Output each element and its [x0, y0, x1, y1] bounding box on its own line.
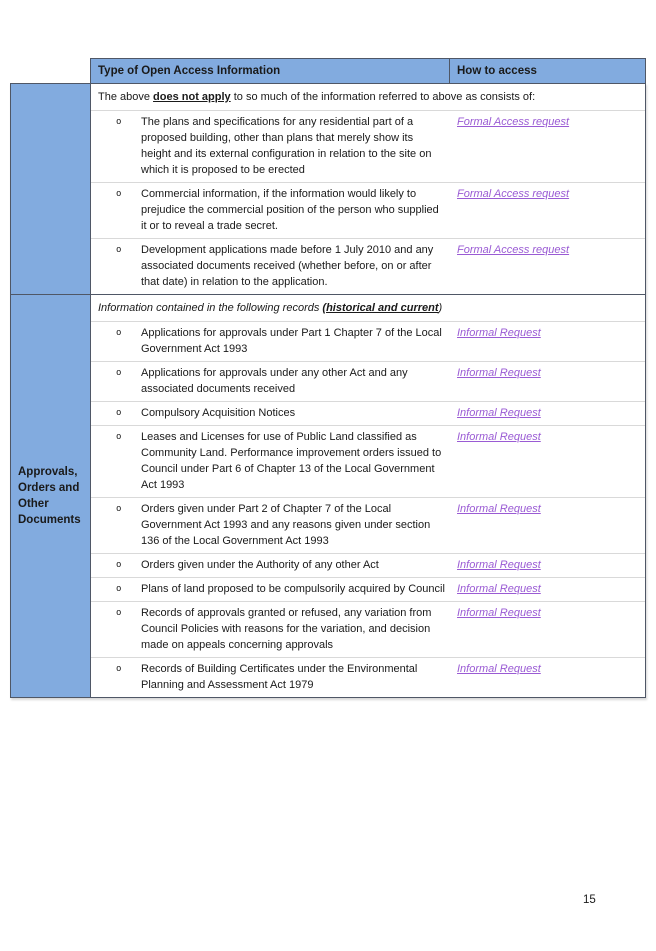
row-group-label-cell [11, 295, 91, 697]
table-row [91, 401, 645, 425]
table-row [91, 110, 645, 182]
table-row [91, 321, 645, 361]
record-cell [91, 501, 451, 549]
list-bullet: o [116, 189, 122, 199]
record-description: Orders given under Part 2 of Chapter 7 of the Local Government Act 1993 and any reasons given under section 136 of the Local Government Act 1993 [141, 503, 431, 547]
access-request-link[interactable]: Informal Request [457, 431, 541, 443]
record-cell [91, 605, 451, 653]
access-cell [451, 501, 645, 549]
list-bullet: o [116, 608, 122, 618]
table-body [10, 83, 646, 698]
list-bullet: o [116, 328, 122, 338]
access-request-link[interactable]: Informal Request [457, 559, 541, 571]
table-row [91, 425, 645, 497]
table-row [91, 657, 645, 697]
record-description: Records of approvals granted or refused, any variation from Council Policies with reasons for the variation, and decision made on appeals concerning approvals [141, 607, 432, 651]
list-bullet: o [116, 504, 122, 514]
access-cell [451, 365, 645, 397]
list-bullet: o [116, 368, 122, 378]
access-request-link[interactable]: Informal Request [457, 407, 541, 419]
record-cell [91, 242, 451, 290]
access-request-link[interactable]: Informal Request [457, 367, 541, 379]
record-description: Orders given under the Authority of any other Act [141, 559, 379, 571]
access-request-link[interactable]: Informal Request [457, 503, 541, 515]
table-row [91, 497, 645, 553]
access-cell [451, 661, 645, 693]
intro-segment: Information contained in the following records [98, 302, 323, 314]
intro-segment: The above [98, 91, 154, 103]
page-number: 15 [583, 894, 596, 906]
record-description: Commercial information, if the information would likely to prejudice the commercial position of the person who supplied it or to reveal a trade secret. [141, 188, 439, 232]
list-bullet: o [116, 664, 122, 674]
access-request-link[interactable]: Informal Request [457, 607, 541, 619]
access-cell [451, 581, 645, 597]
section-intro-text [91, 84, 645, 110]
intro-segment: (historical and current [322, 302, 439, 314]
table-section [11, 294, 645, 697]
access-request-link[interactable]: Informal Request [457, 663, 541, 675]
record-cell [91, 186, 451, 234]
table-row [91, 238, 645, 294]
intro-segment: does not apply [153, 91, 231, 103]
record-cell [91, 325, 451, 357]
record-cell [91, 365, 451, 397]
record-cell [91, 557, 451, 573]
record-cell [91, 661, 451, 693]
table-section [11, 84, 645, 294]
list-bullet: o [116, 408, 122, 418]
access-cell [451, 429, 645, 493]
table-row [91, 361, 645, 401]
access-request-link[interactable]: Formal Access request [457, 244, 570, 256]
list-bullet: o [116, 117, 122, 127]
access-cell [451, 557, 645, 573]
table-row [91, 553, 645, 577]
record-cell [91, 405, 451, 421]
record-description: The plans and specifications for any residential part of a proposed building, other than plans that merely show its height and its external configuration in relation to the site on which it is proposed to be erected [141, 116, 432, 176]
open-access-table [10, 58, 646, 698]
record-description: Records of Building Certificates under the Environmental Planning and Assessment Act 1979 [141, 663, 418, 691]
table-row [91, 601, 645, 657]
record-cell [91, 581, 451, 597]
header-type-column: Type of Open Access Information [90, 58, 450, 83]
list-bullet: o [116, 245, 122, 255]
header-access-column: How to access [450, 58, 646, 83]
intro-segment: ) [438, 302, 443, 314]
list-bullet: o [116, 584, 122, 594]
access-cell [451, 186, 645, 234]
section-content [91, 295, 645, 697]
intro-segment: to so much of the information referred to above as consists of: [230, 91, 536, 103]
list-bullet: o [116, 432, 122, 442]
access-request-link[interactable]: Formal Access request [457, 116, 570, 128]
row-group-label: Approvals, Orders and Other Documents [18, 466, 81, 526]
table-row [91, 182, 645, 238]
access-cell [451, 605, 645, 653]
table-row [91, 577, 645, 601]
record-description: Plans of land proposed to be compulsorily acquired by Council [141, 583, 445, 595]
record-description: Development applications made before 1 July 2010 and any associated documents received (whether before, on or after that date) in relation to the application. [141, 244, 434, 288]
access-request-link[interactable]: Informal Request [457, 327, 541, 339]
list-bullet: o [116, 560, 122, 570]
section-content [91, 84, 645, 294]
record-description: Compulsory Acquisition Notices [141, 407, 296, 419]
record-description: Applications for approvals under any other Act and any associated documents received [141, 367, 408, 395]
access-cell [451, 242, 645, 290]
section-intro-text [91, 295, 645, 321]
access-request-link[interactable]: Formal Access request [457, 188, 570, 200]
access-cell [451, 405, 645, 421]
access-cell [451, 325, 645, 357]
access-request-link[interactable]: Informal Request [457, 583, 541, 595]
table-header-row [90, 58, 646, 83]
record-description: Leases and Licenses for use of Public Land classified as Community Land. Performance improvement orders issued to Council under Part 6 of Chapter 13 of the Local Government Act 1993 [141, 431, 442, 491]
record-description: Applications for approvals under Part 1 Chapter 7 of the Local Government Act 1993 [141, 327, 442, 355]
access-cell [451, 114, 645, 178]
record-cell [91, 114, 451, 178]
row-group-label-cell [11, 84, 91, 294]
record-cell [91, 429, 451, 493]
